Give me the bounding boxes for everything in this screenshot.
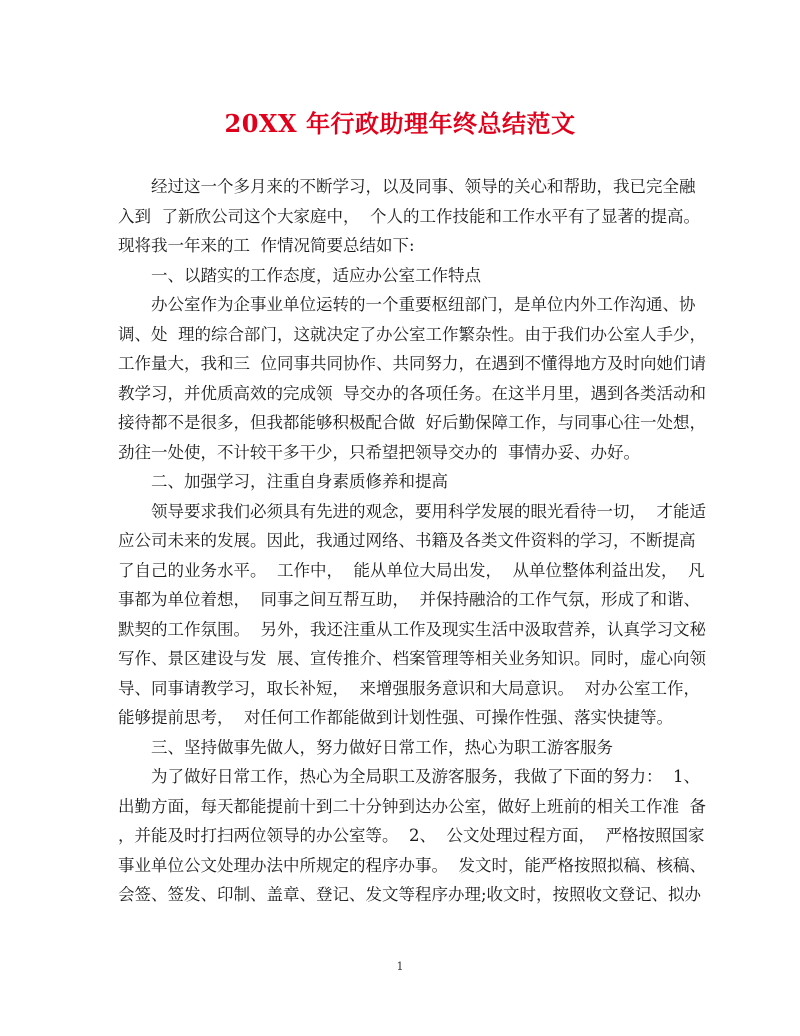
paragraph-line: 劲往一处使，不计较干多干少，只希望把领导交办的 事情办妥、办好。 (118, 442, 640, 462)
section-heading: 一、以踏实的工作态度，适应办公室工作特点 (151, 265, 481, 285)
paragraph-line: 入到 了新欣公司这个大家庭中， 个人的工作技能和工作水平有了显著的提高。 (118, 206, 700, 226)
paragraph-line: 为了做好日常工作，热心为全局职工及游客服务，我做了下面的努力： 1、 (151, 767, 700, 786)
document-title: 20XX 年行政助理年终总结范文 (224, 109, 576, 138)
paragraph-line: ，并能及时打扫两位领导的办公室等。 2、 公文处理过程方面， 严格按照国家 (118, 826, 705, 845)
page-number: 1 (396, 960, 404, 973)
paragraph-line: 接待都不是很多，但我都能够积极配合做 好后勤保障工作，与同事心往一处想， (118, 413, 706, 432)
paragraph-line: 经过这一个多月来的不断学习，以及同事、领导的关心和帮助，我已完全融 (151, 177, 696, 196)
document-body (118, 172, 706, 910)
paragraph-line: 会签、签发、印制、盖章、登记、发文等程序办理;收文时，按照收文登记、拟办 (118, 885, 702, 904)
section-heading: 三、坚持做事先做人，努力做好日常工作，热心为职工游客服务 (151, 737, 613, 757)
paragraph-line: 出勤方面，每天都能提前十到二十分钟到达办公室，做好上班前的相关工作准 备 (118, 796, 706, 816)
paragraph-line: 教学习，并优质高效的完成领 导交办的各项任务。在这半月里，遇到各类活动和 (118, 383, 706, 403)
paragraph-line: 现将我一年来的工 作情况简要总结如下: (118, 236, 415, 255)
section-heading: 二、加强学习，注重自身素质修养和提高 (151, 472, 448, 491)
paragraph-line: 办公室作为企事业单位运转的一个重要枢纽部门，是单位内外工作沟通、协 (151, 295, 696, 314)
paragraph-line: 应公司未来的发展。因此，我通过网络、书籍及各类文件资料的学习，不断提高 (118, 531, 696, 550)
paragraph-line: 默契的工作氛围。 另外，我还注重从工作及现实生活中汲取营养，认真学习文秘 (118, 619, 706, 639)
paragraph-line: 写作、景区建设与发 展、宣传推介、档案管理等相关业务知识。同时，虚心向领 (118, 649, 706, 668)
paragraph-line: 了自己的业务水平。 工作中， 能从单位大局出发， 从单位整体利益出发， 凡 (118, 560, 705, 580)
paragraph-line: 调、处 理的综合部门，这就决定了办公室工作繁杂性。由于我们办公室人手少， (118, 324, 706, 344)
paragraph-line: 领导要求我们必须具有先进的观念，要用科学发展的眼光看待一切， 才能适 (151, 501, 706, 521)
paragraph-line: 事业单位公文处理办法中所规定的程序办事。 发文时，能严格按照拟稿、核稿、 (118, 855, 706, 875)
paragraph-line: 事都为单位着想， 同事之间互帮互助， 并保持融洽的工作气氛，形成了和谐、 (118, 590, 700, 609)
paragraph-line: 工作量大，我和三 位同事共同协作、共同努力，在遇到不懂得地方及时向她们请 (118, 354, 706, 373)
paragraph-line: 能够提前思考， 对任何工作都能做到计划性强、可操作性强、落实快捷等。 (118, 708, 673, 727)
paragraph-line: 导、同事请教学习，取长补短， 来增强服务意识和大局意识。 对办公室工作， (118, 678, 700, 698)
